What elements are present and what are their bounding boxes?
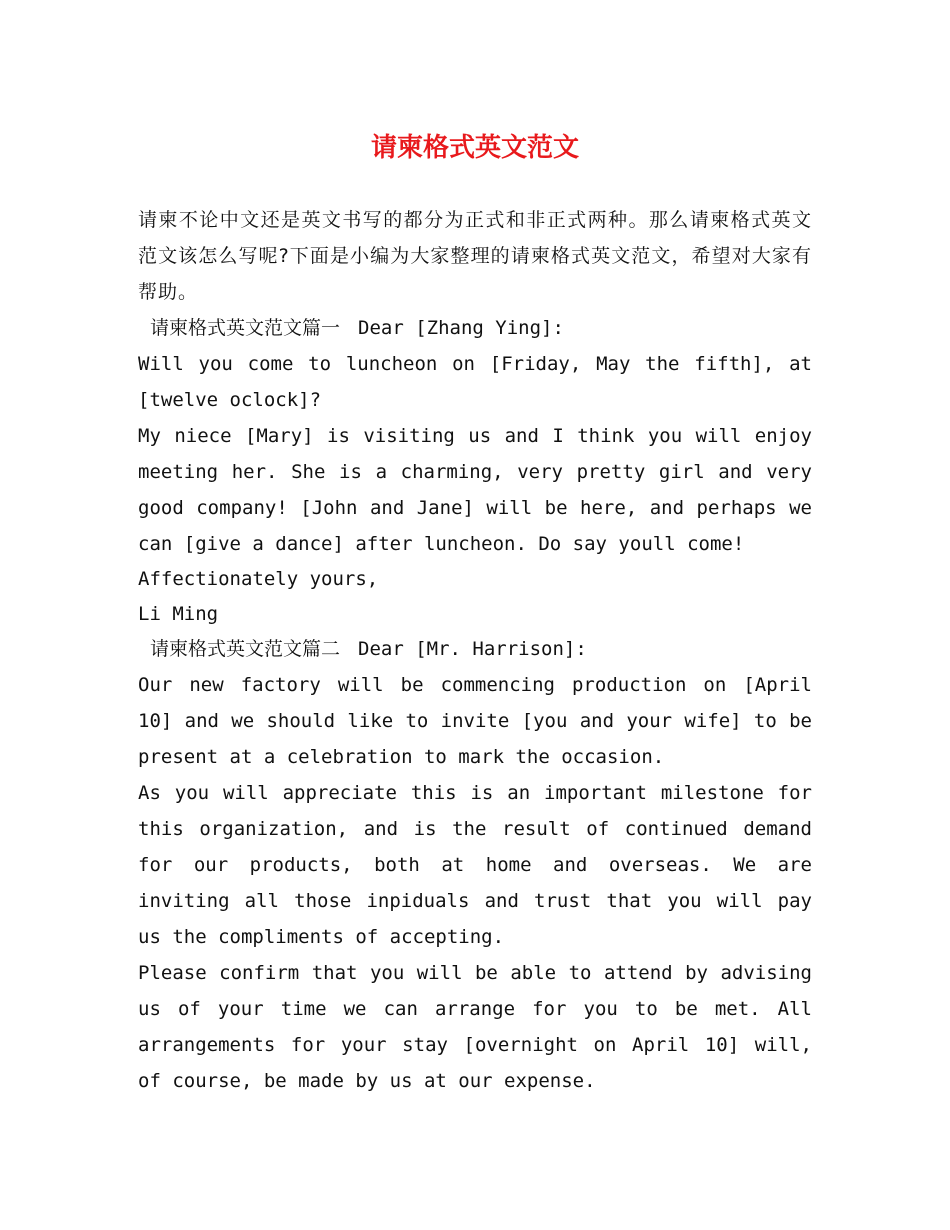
sample2-paragraph-2: As you will appreciate this is an important milestone for this organization, and is the result of continued demand for our products, both at home and overseas. We are inviting all those inpiduals and trust that you will pay us the compliments of accepting. [138, 782, 812, 948]
sample2-paragraph-1: Our new factory will be commencing production on [April 10] and we should like to invite [you and your wife] to be present at a celebration to mark the occasion. [138, 674, 812, 768]
sample1-paragraph-2: My niece [Mary] is visiting us and I think you will enjoy meeting her. She is a charming, very pretty girl and very good company! [John and Jane] will be here, and perhaps we can [give a dance] after luncheon. Do say youll come! [138, 425, 812, 555]
sample1-salutation: Dear [Zhang Ying]: [358, 317, 564, 339]
sample1-signature: Li Ming [138, 603, 219, 625]
document-body [138, 202, 812, 1099]
sample1-closing: Affectionately yours, [138, 568, 379, 590]
document-title: 请柬格式英文范文 [370, 133, 579, 163]
sample1-heading: 请柬格式英文范文篇一 [150, 317, 341, 339]
intro-paragraph: 请柬不论中文还是英文书写的都分为正式和非正式两种。那么请柬格式英文范文该怎么写呢?下面是小编为大家整理的请柬格式英文范文，希望对大家有帮助。 [138, 209, 812, 303]
sample2-salutation: Dear [Mr. Harrison]: [358, 638, 587, 660]
sample2-heading-line [138, 632, 812, 667]
sample1-paragraph-1: Will you come to luncheon on [Friday, May the fifth], at [twelve oclock]? [138, 353, 812, 411]
sample1-heading-line [138, 310, 812, 346]
sample2-paragraph-3: Please confirm that you will be able to attend by advising us of your time we can arrange for you to be met. All arrangements for your stay [overnight on April 10] will, of course, be made by us at our expense. [138, 962, 812, 1092]
sample2-heading: 请柬格式英文范文篇二 [150, 638, 341, 660]
